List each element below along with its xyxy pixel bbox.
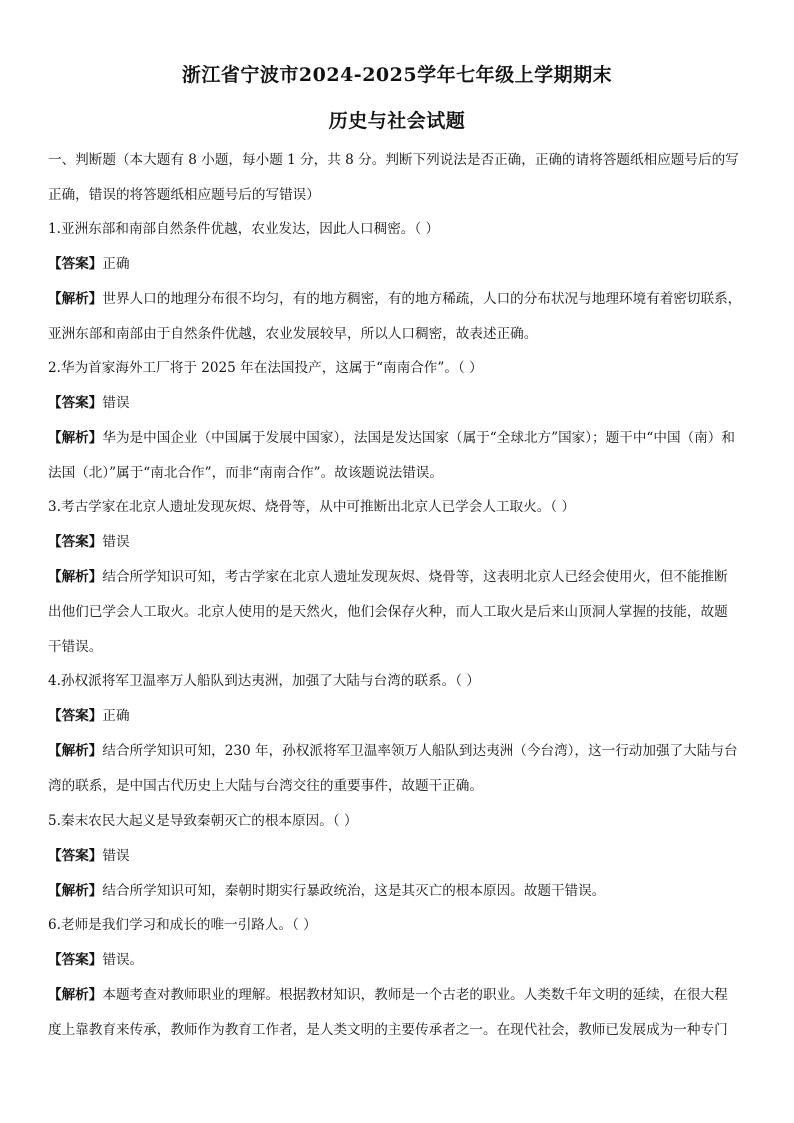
analysis-5-line-1 <box>48 881 748 901</box>
answer-5 <box>48 846 748 866</box>
analysis-4-line-1 <box>48 741 748 761</box>
analysis-6-text-1: 本题考查对教师职业的理解。根据教材知识，教师是一个古老的职业。人类数千年文明的延续，在很大程 <box>102 987 728 1003</box>
analysis-tag: 【解析】 <box>48 430 103 446</box>
answer-tag: 【答案】 <box>48 952 103 968</box>
analysis-6-line-2: 度上靠教育来传承，教师作为教育工作者，是人类文明的主要传承者之一。在现代社会，教师已发展成为一种专门 <box>48 1022 728 1038</box>
document-title: 浙江省宁波市2024-2025学年七年级上学期期末 <box>181 64 613 86</box>
analysis-4-text-1: 结合所学知识可知，230 年，孙权派将军卫温率领万人船队到达夷洲（今台湾），这一行动加强了大陆与台 <box>102 743 738 759</box>
answer-2-value: 错误 <box>102 395 130 411</box>
analysis-6-line-1 <box>48 985 748 1005</box>
document-subtitle: 历史与社会试题 <box>328 110 466 132</box>
answer-3 <box>48 532 748 552</box>
analysis-4-line-2: 湾的联系，是中国古代历史上大陆与台湾交往的重要事件，故题干正确。 <box>48 778 483 794</box>
analysis-3-text-1: 结合所学知识可知，考古学家在北京人遗址发现灰烬、烧骨等，这表明北京人已经会使用火，但不能推断 <box>102 569 728 585</box>
answer-6 <box>48 950 748 970</box>
answer-1 <box>48 254 748 274</box>
answer-1-value: 正确 <box>102 256 130 272</box>
analysis-tag: 【解析】 <box>48 883 103 899</box>
answer-tag: 【答案】 <box>48 395 103 411</box>
section-intro-line-2: 正确，错误的将答题纸相应题号后的写错误） <box>48 187 320 203</box>
analysis-2-line-1 <box>48 428 748 448</box>
analysis-tag: 【解析】 <box>48 569 103 585</box>
analysis-3-line-3: 干错误。 <box>48 639 103 655</box>
analysis-3-line-2: 出他们已学会人工取火。北京人使用的是天然火，他们会保存火种，而人工取火是后来山顶洞人掌握的技能，故题 <box>48 604 728 620</box>
answer-tag: 【答案】 <box>48 848 103 864</box>
answer-tag: 【答案】 <box>48 256 103 272</box>
analysis-1-line-2: 亚洲东部和南部由于自然条件优越，农业发展较早，所以人口稠密，故表述正确。 <box>48 326 538 342</box>
section-intro-line-1: 一、判断题（本大题有 8 小题，每小题 1 分，共 8 分。判断下列说法是否正确，正确的请将答题纸相应题号后的写 <box>48 152 739 168</box>
answer-6-value: 错误。 <box>102 952 144 968</box>
analysis-2-line-2: 法国（北）”属于“南北合作”，而非“南南合作”。故该题说法错误。 <box>48 465 443 481</box>
question-1: 1.亚洲东部和南部自然条件优越，农业发达，因此人口稠密。（ ） <box>48 221 440 237</box>
answer-2 <box>48 393 748 413</box>
answer-4 <box>48 706 748 726</box>
analysis-1-text-1: 世界人口的地理分布很不均匀，有的地方稠密，有的地方稀疏，人口的分布状况与地理环境有着密切联系， <box>102 291 742 307</box>
question-5: 5.秦末农民大起义是导致秦朝灭亡的根本原因。（ ） <box>48 813 358 829</box>
question-3: 3.考古学家在北京人遗址发现灰烬、烧骨等，从中可推断出北京人已学会人工取火。（ ） <box>48 499 576 515</box>
analysis-tag: 【解析】 <box>48 987 103 1003</box>
analysis-tag: 【解析】 <box>48 743 103 759</box>
question-6: 6.老师是我们学习和成长的唯一引路人。（ ） <box>48 917 317 933</box>
analysis-2-text-1: 华为是中国企业（中国属于发展中国家），法国是发达国家（属于“全球北方”国家）；题干中“中国（南）和 <box>102 430 735 446</box>
analysis-3-line-1 <box>48 567 748 587</box>
question-2: 2.华为首家海外工厂将于 2025 年在法国投产，这属于“南南合作”。（ ） <box>48 360 483 376</box>
analysis-1-line-1 <box>48 289 748 309</box>
analysis-5-text-1: 结合所学知识可知，秦朝时期实行暴政统治，这是其灭亡的根本原因。故题干错误。 <box>102 883 606 899</box>
question-4: 4.孙权派将军卫温率万人船队到达夷洲，加强了大陆与台湾的联系。（ ） <box>48 673 480 689</box>
answer-tag: 【答案】 <box>48 708 103 724</box>
answer-tag: 【答案】 <box>48 534 103 550</box>
analysis-tag: 【解析】 <box>48 291 103 307</box>
answer-5-value: 错误 <box>102 848 130 864</box>
answer-4-value: 正确 <box>102 708 130 724</box>
answer-3-value: 错误 <box>102 534 130 550</box>
